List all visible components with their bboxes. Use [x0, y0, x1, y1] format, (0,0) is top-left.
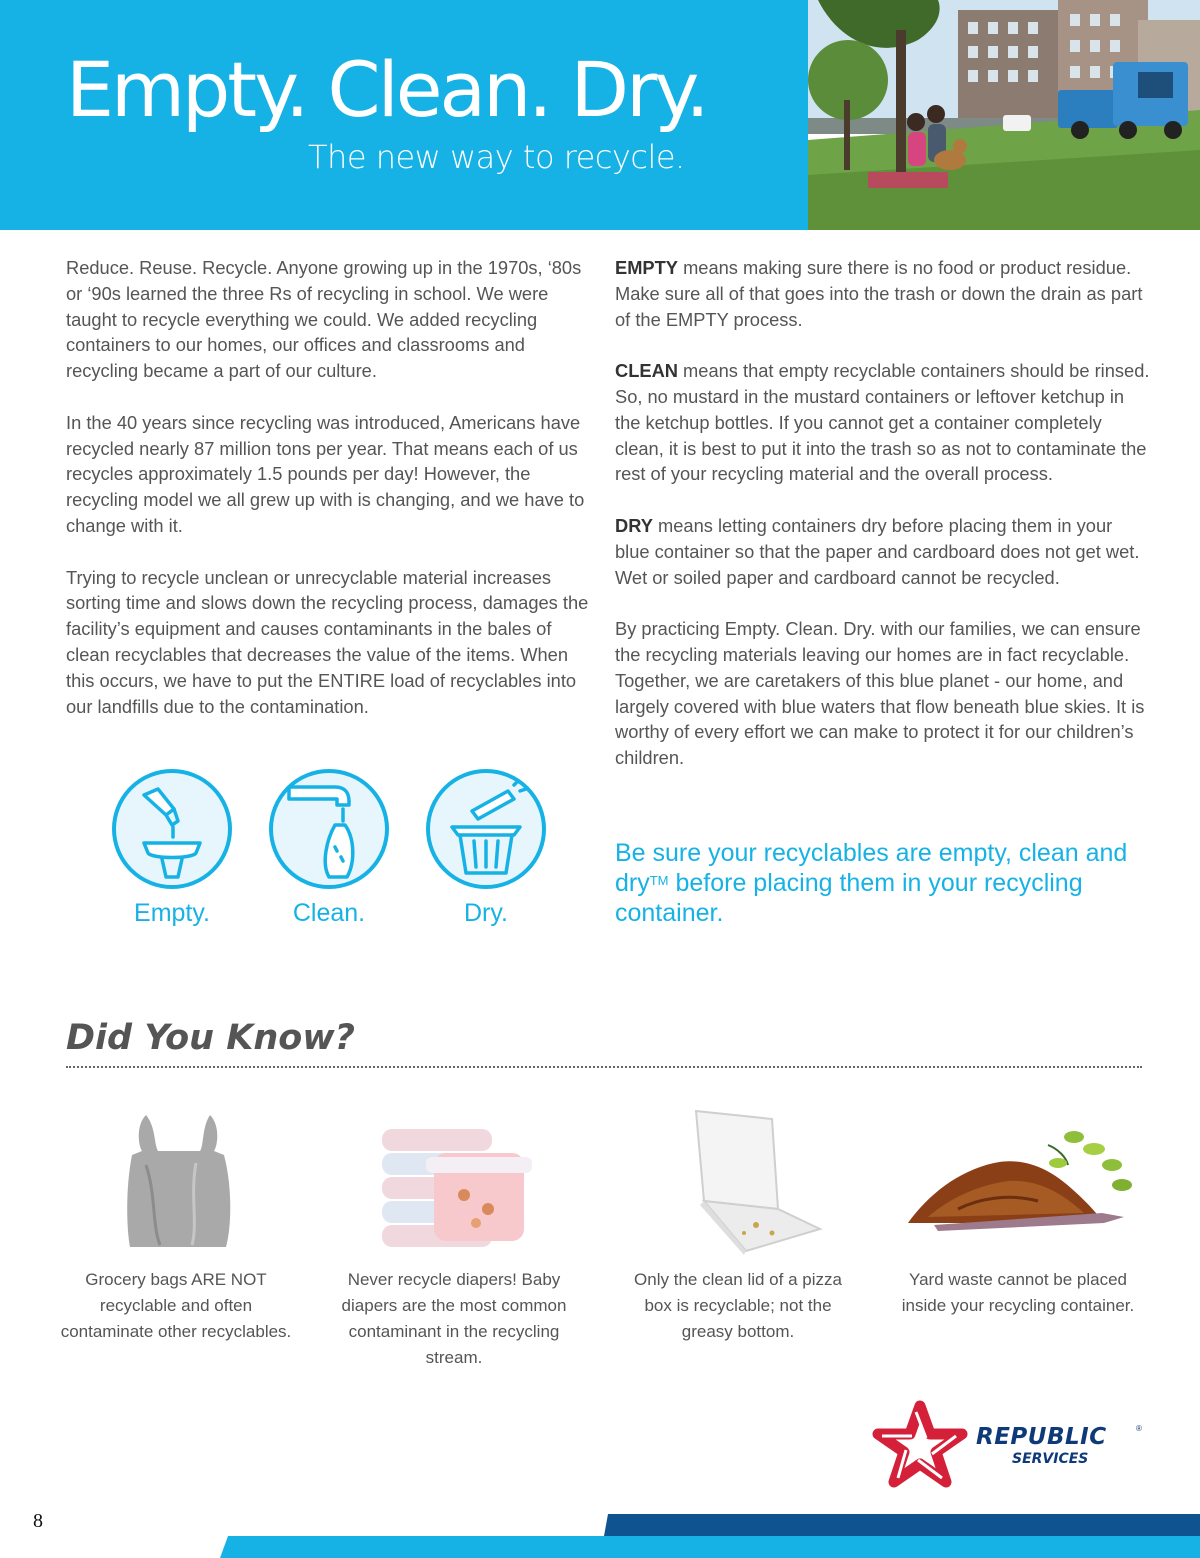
fact-grocery-bags — [56, 1105, 296, 1345]
clean-icon-block — [265, 765, 393, 928]
grocery-bag-icon — [86, 1105, 266, 1255]
fact-text: Never recycle diapers! Baby diapers are the most common contaminant in the recycling stream. — [341, 1270, 567, 1367]
empty-icon-block — [108, 765, 236, 928]
callout-part-1: Be sure your recyclables are empty, clean and dry — [615, 839, 1128, 897]
callout-text — [615, 838, 1155, 928]
dry-icon-block — [422, 765, 550, 928]
empty-text: means making sure there is no food or product residue. Make sure all of that goes into the trash or down the drain as part of the EMPTY process. — [615, 257, 1143, 330]
header-photo — [808, 0, 1200, 230]
intro-paragraph: In the 40 years since recycling was introduced, Americans have recycled nearly 87 million tons per year. That means each of us recycles approximately 1.5 pounds per day! However, the recycling model we all grew up with is changing, and we have to change with it. — [66, 411, 585, 536]
faucet-rinsing-icon — [265, 765, 393, 893]
page-number: 8 — [33, 1510, 43, 1532]
footer-bands — [0, 1510, 1200, 1558]
empty-definition — [615, 255, 1150, 332]
empty-term: EMPTY — [615, 257, 678, 278]
logo-name: REPUBLIC — [976, 1424, 1107, 1450]
dotted-divider — [66, 1066, 1142, 1068]
callout-part-2: before placing them in your recycling container. — [615, 869, 1083, 927]
clean-term: CLEAN — [615, 360, 678, 382]
page-subtitle: The new way to recycle. — [308, 138, 685, 176]
fact-yard-waste — [898, 1105, 1138, 1319]
yard-waste-icon — [898, 1105, 1138, 1255]
fact-text: Yard waste cannot be placed inside your recycling container. — [901, 1270, 1135, 1315]
pizza-box-icon — [648, 1105, 828, 1255]
definitions-column — [615, 255, 1150, 797]
did-you-know-heading: Did You Know? — [66, 1018, 355, 1058]
fact-text: Only the clean lid of a pizza box is recyclable; not the greasy bottom. — [634, 1270, 842, 1341]
fact-pizza-box — [618, 1105, 858, 1345]
clean-label: Clean. — [292, 899, 366, 927]
intro-column — [66, 255, 591, 745]
closing-paragraph: By practicing Empty. Clean. Dry. with our families, we can ensure the recycling materials leaving our homes are in fact recyclable. Together, we are caretakers of this blue planet - our home, and largely covered with blue waters that flow beneath blue skies. It is worthy of every effort we can make to protect it for our children’s children. — [615, 618, 1145, 769]
republic-services-logo — [872, 1400, 1152, 1490]
page-title: Empty. Clean. Dry. — [66, 45, 707, 134]
dry-term: DRY — [615, 514, 653, 536]
dry-text: means letting containers dry before placing them in your blue container so that the paper and cardboard does not get wet. Wet or soiled paper and cardboard cannot be recycled. — [615, 514, 1140, 588]
empty-label: Empty. — [134, 899, 210, 927]
dry-label: Dry. — [464, 899, 508, 927]
logo-registered: ® — [1136, 1424, 1142, 1433]
dry-definition — [615, 513, 1150, 590]
facts-row — [56, 1105, 1156, 1395]
recycling-bin-icon — [422, 765, 550, 893]
intro-paragraph: Trying to recycle unclean or unrecyclable material increases sorting time and slows down the recycling process, damages the facility’s equipment and causes contaminants in the bales of clean recyclables that decreases the value of the items. When this occurs, we have to put the ENTIRE load of recyclables into our landfills due to the contamination. — [66, 566, 589, 717]
fact-text: Grocery bags ARE NOT recyclable and often contaminate other recyclables. — [60, 1270, 292, 1341]
intro-paragraph: Reduce. Reuse. Recycle. Anyone growing up in the 1970s, ‘80s or ‘90s learned the three Rs of recycling in school. We were taught to recycle everything we could. We added recycling containers to our homes, our offices and classrooms and recycling became a part of our culture. — [66, 257, 582, 382]
process-icons — [108, 765, 558, 935]
diapers-icon — [364, 1105, 544, 1255]
fact-diapers — [334, 1105, 574, 1371]
trademark: TM — [649, 873, 669, 888]
republic-star-icon — [872, 1400, 968, 1490]
logo-sub: SERVICES — [1012, 1451, 1089, 1467]
bottle-pouring-icon — [108, 765, 236, 893]
clean-text: means that empty recyclable containers should be rinsed. So, no mustard in the mustard containers or leftover ketchup in the ketchup bottles. If you cannot get a container completely clean, it is best to put it into the trash so as not to contaminate the rest of your recycling material and the overall process. — [615, 360, 1150, 485]
clean-definition — [615, 358, 1150, 487]
